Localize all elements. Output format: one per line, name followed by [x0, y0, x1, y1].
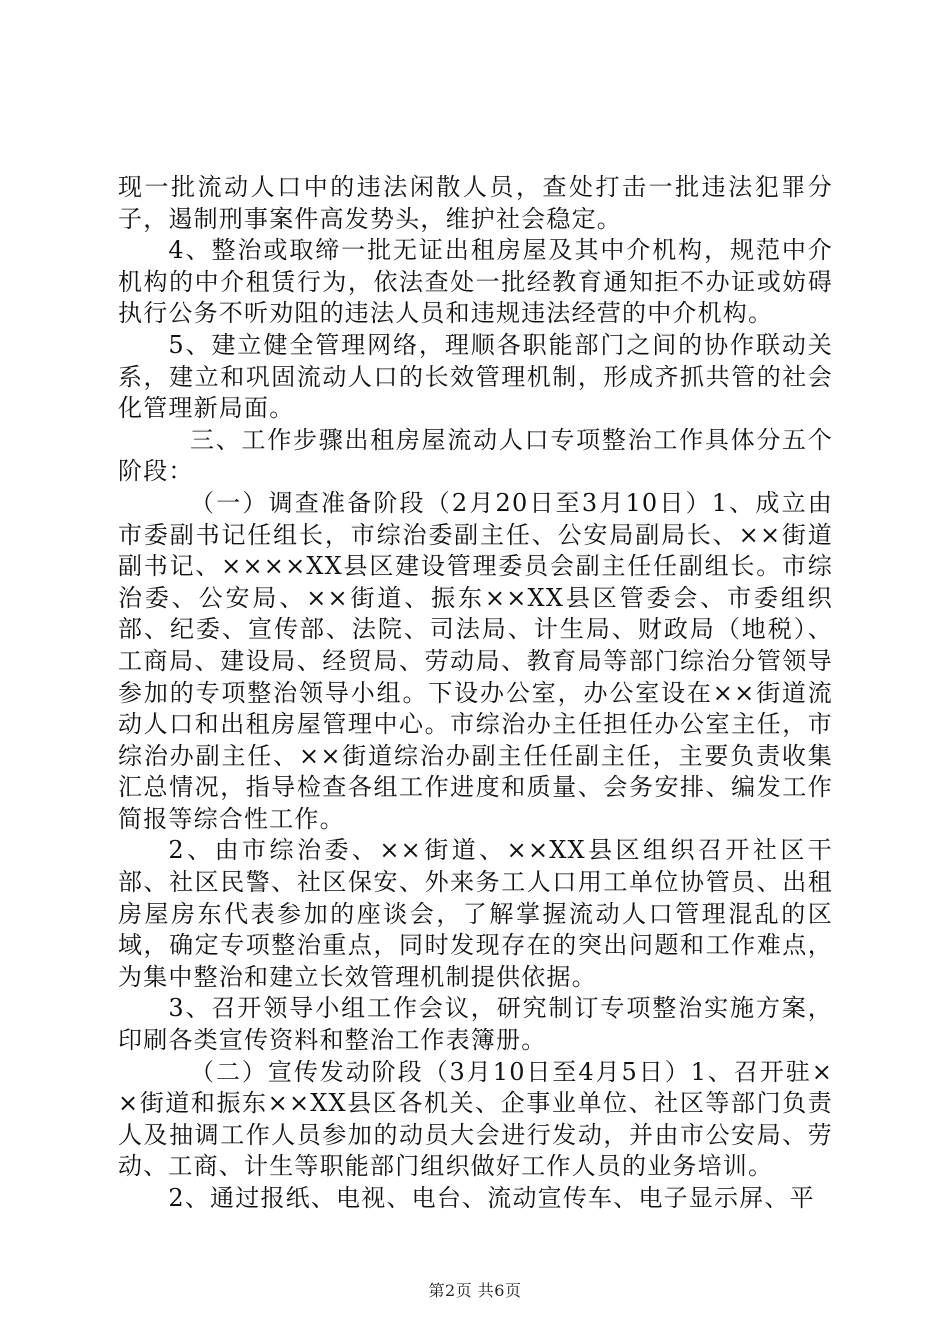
- paragraph-9: 2、通过报纸、电视、电台、流动宣传车、电子显示屏、平: [168, 1184, 815, 1212]
- document-body: [118, 172, 833, 1215]
- paragraph-6: 2、由市综治委、××街道、××XX县区组织召开社区干部、社区民警、社区保安、外来务工人口用工单位协管员、出租房屋房东代表参加的座谈会，了解掌握流动人口管理混乱的区域，确定专项整治重点，同时发现存在的突出问题和工作难点，为集中整治和建立长效管理机制提供依据。: [118, 836, 833, 991]
- paragraph-2: 4、整治或取缔一批无证出租房屋及其中介机构，规范中介机构的中介租赁行为，依法查处一批经教育通知拒不办证或妨碍执行公务不听劝阻的违法人员和违规违法经营的中介机构。: [118, 236, 833, 328]
- paragraph-8: （二）宣传发动阶段（3月10日至4月5日）1、召开驻××街道和振东××XX县区各机关、企事业单位、社区等部门负责人及抽调工作人员参加的动员大会进行发动，并由市公安局、劳动、工商、计生等职能部门组织做好工作人员的业务培训。: [118, 1057, 833, 1181]
- paragraph-3: 5、建立健全管理网络，理顺各职能部门之间的协作联动关系，建立和巩固流动人口的长效管理机制，形成齐抓共管的社会化管理新局面。: [118, 330, 833, 423]
- paragraph-7: 3、召开领导小组工作会议，研究制订专项整治实施方案，印刷各类宣传资料和整治工作表簿册。: [118, 994, 833, 1055]
- paragraph-1: 现一批流动人口中的违法闲散人员，查处打击一批违法犯罪分子，遏制刑事案件高发势头，维护社会稳定。: [118, 173, 833, 233]
- section-heading: 三、工作步骤出租房屋流动人口专项整治工作具体分五个阶段：: [118, 425, 833, 486]
- paragraph-5: （一）调查准备阶段（2月20日至3月10日）1、成立由市委副书记任组长，市综治委副主任、公安局副局长、××街道副书记、××××XX县区建设管理委员会副主任任副组长。市综治委、公安局、××街道、振东××XX县区管委会、市委组织部、纪委、宣传部、法院、司法局、计生局、财政局（地税）、工商局、建设局、经贸局、劳动局、教育局等部门综治分管领导参加的专项整治领导小组。下设办公室，办公室设在××街道流动人口和出租房屋管理中心。市综治办主任担任办公室主任，市综治办副主任、××街道综治办副主任任副主任，主要负责收集汇总情况，指导检查各组工作进度和质量、会务安排、编发工作简报等综合性工作。: [118, 488, 833, 833]
- page-footer: 第2页 共6页: [428, 1281, 522, 1300]
